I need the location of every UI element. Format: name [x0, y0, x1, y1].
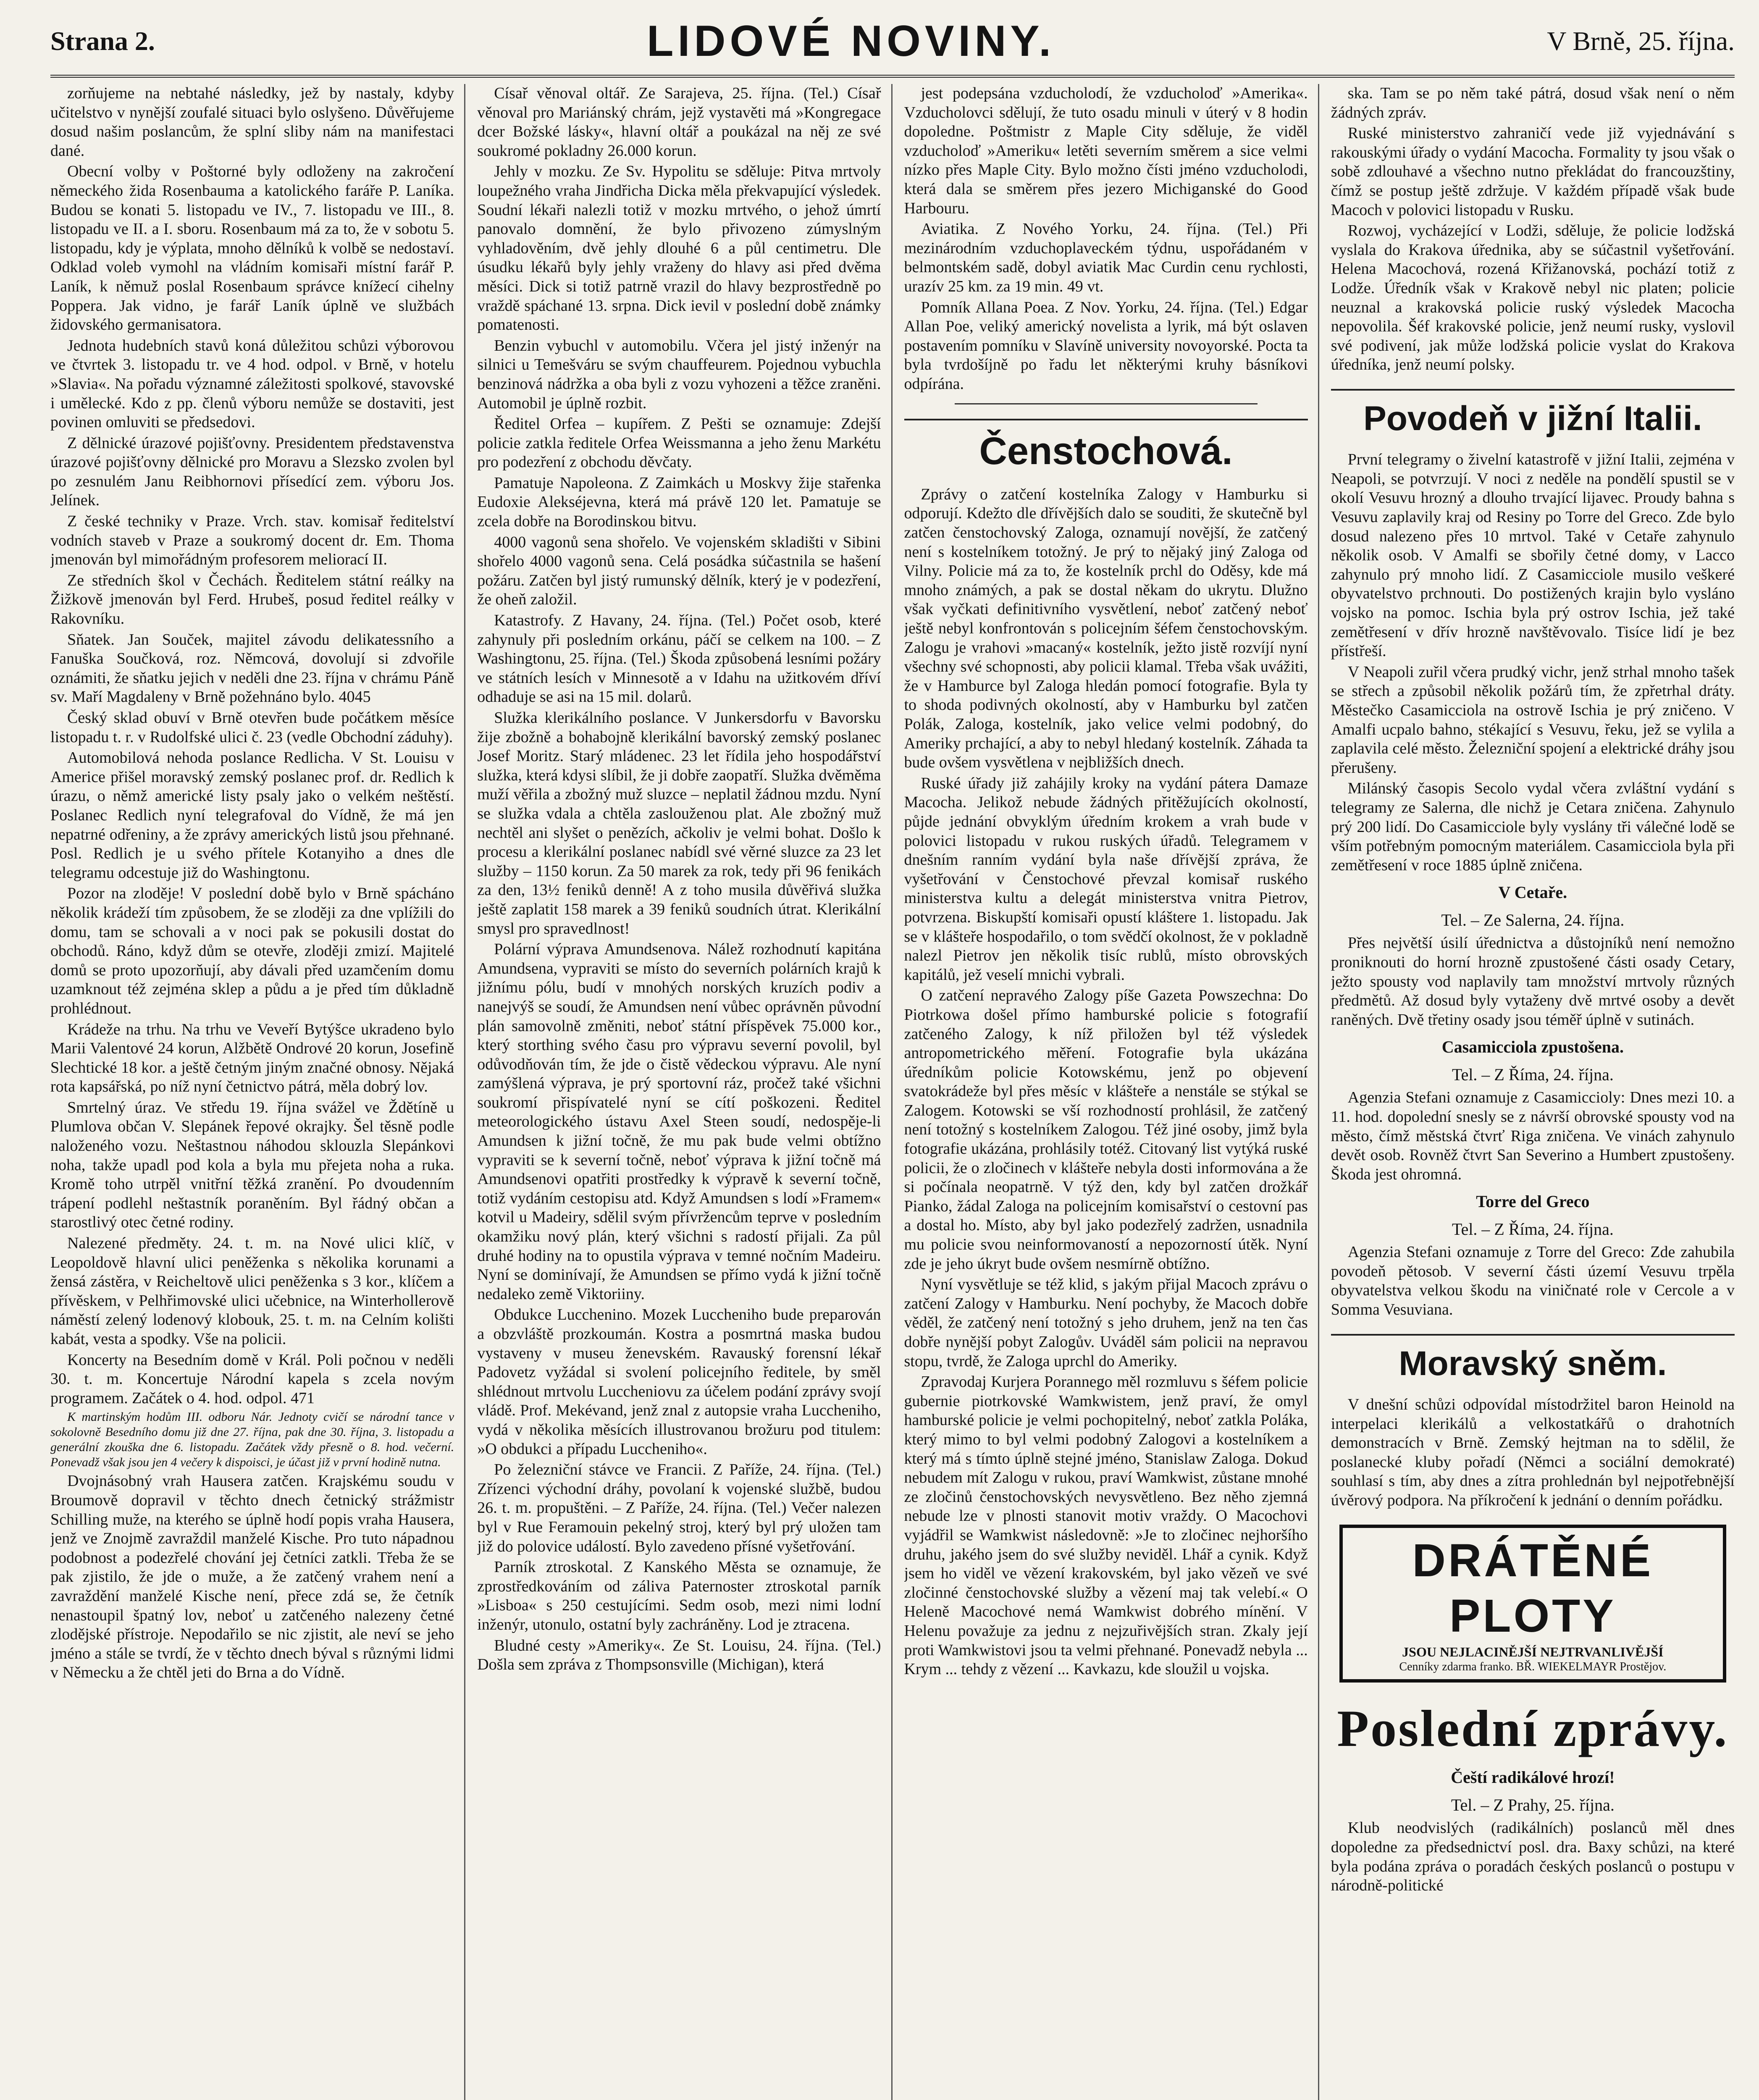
- divider: [955, 403, 1258, 404]
- article-paragraph: Dvojnásobný vrah Hausera zatčen. Krajskému soudu v Broumově dopravil v těchto dnech četnický strážmistr Schilling muže, na kterého se úplně hodí popis vraha Hausera, jenž ve Znojmě zavraždil manželé Kische. Pro tuto nápadnou podobnost a podezřelé chování jej četníci zatkli. Třeba že se pak zjistilo, že jde o muže, a že zatčený vrahem není a zavraždění manželé Kische není, přece zdá se, že četník nenastoupil špatný lov, neboť u zatčeného nalezeny četné zlodějské přístroje. Nepodařilo se nic zjistit, ale neví se jeho jméno a stále se tvrdí, že v těchto dnech býval s různými lidmi v Německu a že chtěl jeti do Brna a do Vídně.: [50, 1472, 454, 1682]
- article-paragraph: ska. Tam se po něm také pátrá, dosud však není o něm žádných zpráv.: [1331, 84, 1735, 121]
- casamicciola-heading: Casamicciola zpustošena.: [1441, 1037, 1624, 1057]
- article-paragraph: K martinským hodům III. odboru Nár. Jednoty cvičí se národní tance v sokolovně Besedního domu již dne 27. října, pak dne 30. října, 3. listopadu a generální zkouška dne 6. listopadu. Začátek vždy přesně o 8. hod. večerní. Ponevadž však jsou jen 4 večery k dispoisci, je účast již v první hodině nutna.: [50, 1410, 454, 1470]
- povoden-intro-3: Milánský časopis Secolo vydal včera zvláštní vydání s telegramy ze Salerna, dle nichž je Cetara zničena. Zahynulo prý 200 lidí. Do Casamicciole byly vyslány tři válečné lodě se vším potřebným pomocným materiálem. Casamicciola byla při zemětřesení v roce 1885 úplně zničena.: [1331, 780, 1735, 874]
- article-paragraph: Ruské úřady již zahájily kroky na vydání pátera Damaze Macocha. Jelikož nebude žádných přitěžujících okolností, půjde jednání obvyklým úředním krokem a vrah bude v polovici listopadu v rukou ruských úřadů. Telegramem v dnešním ranním vydání byla naše dřívější zpráva, že vyšetřování v Čenstochové převzal komisař ruského ministerstva kultu a delegát ministerstva vnitra Pietrov, potvrzena. Biskupští komisaři opustí kláštere 1. listopadu. Jak se v klášteře hospodařilo, o tom svědčí okolnost, že v pokladně nalezl Pietrov jen několik tisíc rublů, místo obrovských kapitálů, jež veselí mnichi vybrali.: [904, 774, 1308, 984]
- column-3: [904, 84, 1319, 2100]
- article-paragraph: Krádeže na trhu. Na trhu ve Veveří Bytýšce ukradeno bylo Marii Valentové 24 korun, Alžbětě Ondrové 20 korun, Josefině Slechtické 18 kor. a ještě četným jiným značné obnosy. Nějaká rota kapsářská, po níž nyní četnictvo pátrá, měla dobrý lov.: [50, 1020, 454, 1096]
- heading-censtochova: Čenstochová.: [904, 419, 1308, 474]
- article-paragraph: 4000 vagonů sena shořelo. Ve vojenském skladišti v Sibini shořelo 4000 vagonů sena. Celá posádka súčastnila se hašení požáru. Zatčen byl jistý rumunský dělník, který je v podezření, že oheň založil.: [477, 533, 881, 609]
- article-paragraph: Polární výprava Amundsenova. Nálež rozhodnutí kapitána Amundsena, vypraviti se místo do severních polárních krajů k jižnímu pólu, budí v mnohých norských kruzích podiv a nanejvýš se soudí, že Amundsen není vůbec oprávněn původní plán samovolně změniti, neboť státní příspěvek 75.000 kor., který storthing svého času pro výpravu severní povolil, byl odůvodňován tím, že jde o čistě vědeckou výpravu. Ale nyní zamýšlená výprava, je prý sportovní ráz, pročež také všichni soukromí přispívatelé nyní se cítí poškozeni. Ředitel meteorologického ústavu Axel Steen soudí, nedospěje-li Amundsen k jižní točně, že mu pak bude velmi obtížno vypraviti se k severní točně, neboť výprava k jižní točně má Amundsenovi opatřiti prostředky k výpravě k severní točně, totiž vydáním cestopisu atd. Když Amundsen s lodí »Framem« kotvil u Madeiry, sdělil svým přívržencům teprve v posledním okamžiku nový plán, který všichni s radostí přijali. Za půl druhé hodiny na to opustila výprava v temné nočním Madeiru. Nyní se dominívají, že Amundsen se přímo vydá k jižní točně nedaleko země Viktoriiny.: [477, 940, 881, 1303]
- heading-posledni-zpravy: Poslední zprávy.: [1337, 1699, 1729, 1757]
- casamicciola-source: Tel. – Z Říma, 24. října.: [1452, 1065, 1614, 1084]
- article-paragraph: Aviatika. Z Nového Yorku, 24. října. (Tel.) Při mezinárodním vzduchoplaveckém týdnu, uspořádaném v belmontském sadě, dobyl aviatik Mac Curdin cenu rychlosti, urazív 25 km. za 19 min. 49 vt.: [904, 220, 1308, 295]
- newspaper-title: LIDOVÉ NOVINY.: [647, 16, 1055, 66]
- heading-moravsky-snem: Moravský sněm.: [1331, 1334, 1735, 1384]
- article-paragraph: Obdukce Lucchenino. Mozek Luccheniho bude preparován a obzvláště prozkoumán. Kostra a posmrtná maska budou vystaveny v museu ženevském. Ravauský forensní lékař Padovetz vyžádal si svolení policejního ředitele, by směl shlédnout mrtvolu Luccheniovu za účelem podání zprávy svojí vládě. Prof. Mekévand, jenž znal z autopsie vraha Luccheniho, vydá v několika měsících illustrovanou brožuru pod titulem: »O obdukci a případu Luccheniho«.: [477, 1306, 881, 1458]
- article-paragraph: Bludné cesty »Ameriky«. Ze St. Louisu, 24. října. (Tel.) Došla sem zpráva z Thompsonsville (Michigan), která: [477, 1636, 881, 1674]
- article-paragraph: Jednota hudebních stavů koná důležitou schůzi výborovou ve čtvrtek 3. listopadu tr. ve 4 hod. odpol. v Brně, v hotelu »Slavia«. Na pořadu významné záležitosti spolkové, stavovské i umělecké. Kdo z pp. členů výboru nemůže se dostaviti, jest povinen omluviti se předsedovi.: [50, 336, 454, 431]
- article-paragraph: Zpravodaj Kurjera Porannego měl rozmluvu s šéfem policie gubernie piotrkovské Wamkwistem, jenž praví, že omyl hamburské policie je velmi pochopitelný, neboť zatkla Poláka, který mimo to byl velmi podobný Zalogovi a kostelníkem a který má s tímto úplně stejné jméno, Stanislaw Zaloga. Dokud nebudem mít Zalogu v rukou, praví Wamkwist, zůstane mnohé ze zločinů čenstochovských nevysvětleno. Bez něho zjemná nebude lze v plnosti stanovit motiv vraždy. O Macochovi vyjádřil se Wamkwist následovně: »Je to zločinec nejhoršího druhu, jakého jsem do své služby neviděl. Lhář a cynik. Když jsem ho viděl ve vězení krakovském, byl jako vězeň ve své zločinné čenstochovské služby a vězení maj tak velebí.« O Heleně Macochové nemá Wamkwist dobrého mínění. V Helenu považuje za jednu z nejzuřivějších stran. Zkaly její proti Wamkwistovi jsou ta velmi přehnané. Ponevadž nebyla ... Krym ... tehdy z vězení ... Kavkazu, kde sloužil u vojska.: [904, 1373, 1308, 1678]
- article-paragraph: Ruské ministerstvo zahraničí vede již vyjednávání s rakouskými úřady o vydání Macocha. Formality ty jsou však o sobě zdlouhavé a všechno nutno překládat do francouzštiny, čímž se postup ještě zdržuje. V každém případě však bude Macoch v polovici listopadu v Rusku.: [1331, 124, 1735, 219]
- casamicciola-text: Agenzia Stefani oznamuje z Casamiccioly: Dnes mezi 10. a 11. hod. dopolední snesly se z návrší obrovské spousty vod na město, čímž městská čtvrť Riga zničena. Ve vinách zahynulo devět osob. Rovněž čtvrt San Severino a Humbert zpustošeny. Škoda jest ohromná.: [1331, 1089, 1735, 1183]
- article-columns: [50, 84, 1735, 2100]
- article-paragraph: Pomník Allana Poea. Z Nov. Yorku, 24. října. (Tel.) Edgar Allan Poe, veliký americký novelista a lyrik, má být oslaven postavením pomníku v Slavíně university novoyorské. Pocta ta byla tvrdošíjně po řadu let některými kruhy básníkovi odpírána.: [904, 298, 1308, 393]
- issue-date: V Brně, 25. října.: [1547, 26, 1735, 56]
- article-paragraph: Smrtelný úraz. Ve středu 19. října svážel ve Ždětíně u Plumlova občan V. Slepánek řepové okrajky. Šel těsně podle naloženého vozu. Neštastnou náhodou sklouzla Slepánkovi noha, takže upadl pod kola a byla mu přejeta noha a ruka. Kromě toho utrpěl vnitřní těžká zranění. Po dvoudenním trápení podlehl neštastník poraněním. Byl řádný občan a starostlivý otec četné rodiny.: [50, 1098, 454, 1231]
- article-paragraph: zorňujeme na nebtahé následky, jež by nastaly, kdyby učitelstvo v nynější zoufalé situaci bylo oslyšeno. Důvěřujeme dosud našim poslancům, že splní sliby nám na manifestaci dané.: [50, 84, 454, 160]
- posledni-text: Klub neodvislých (radikálních) poslanců měl dnes dopoledne za předsednictví posl. dra. Baxy schůzi, na které byla podána zpráva o poradách českých poslanců o postupu v národně-politické: [1331, 1819, 1735, 1895]
- cetara-source: Tel. – Ze Salerna, 24. října.: [1441, 911, 1625, 930]
- posledni-subheading: Čeští radikálové hrozí!: [1451, 1768, 1615, 1787]
- torre-heading: Torre del Greco: [1476, 1192, 1590, 1211]
- article-paragraph: Ze středních škol v Čechách. Ředitelem státní reálky na Žižkově jmenován byl Ferd. Hrubeš, posud ředitel reálky v Rakovníku.: [50, 571, 454, 628]
- masthead: [50, 8, 1735, 78]
- article-paragraph: Služka klerikálního poslance. V Junkersdorfu v Bavorsku žije zbožně a bohabojně klerikální bavorský zemský poslanec Josef Moritz. Starý mládenec. 23 let řídila jeho hospodářství služka, která kdysi slíbil, že ji dobře zaopatří. Služka dvěměma muží věřila a zbožný muž sluzce – neplatil žádnou mzdu. Nyní se služka vdala a chtěla zaslouženou plat. Ale zbožný muž nechtěl ani slyšet o penězích, ačkoliv je velmi bohat. Došlo k procesu a klerikální poslanec nabídl své věrné sluzce za 23 let služby – 1150 korun. Za 50 marek za rok, tedy při 96 fenikách za den, 13½ feniků denně! A z toho musila důvěřivá služka ještě zaplatit 158 marek a 39 feniků soudních útrat. Klerikální smysl pro spravedlnost!: [477, 709, 881, 937]
- article-paragraph: Z dělnické úrazové pojišťovny. Presidentem představenstva úrazové pojišťovny dělnické pro Moravu a Slezsko zvolen byl po zesnulém Janu Reibhornovi přísedící zem. výboru Jos. Jelínek.: [50, 434, 454, 509]
- posledni-source: Tel. – Z Prahy, 25. října.: [1451, 1796, 1615, 1815]
- ad-tagline: JSOU NEJLACINĚJŠÍ NEJTRVANLIVĚJŠÍ: [1402, 1644, 1664, 1659]
- page-number: Strana 2.: [50, 26, 155, 56]
- ad-contact: Cenníky zdarma franko. BŘ. WIEKELMAYR Prostějov.: [1399, 1660, 1667, 1674]
- cetara-text: Přes největší úsilí úřednictva a důstojníků není nemožno proniknouti do horní hrozně zpustošené části osady Cetary, ježto spousty vod naplavily tam množství mrtvoly různých předmětů. Až dosud byly vytaženy dvě mrtvé osoby a devět raněných. Dvě třetiny osady jsou téměř úplně v sutinách.: [1331, 934, 1735, 1029]
- article-paragraph: Český sklad obuví v Brně otevřen bude počátkem měsíce listopadu t. r. v Rudolfské ulici č. 23 (vedle Obchodní záduhy).: [50, 709, 454, 746]
- column-2: [477, 84, 892, 2100]
- torre-text: Agenzia Stefani oznamuje z Torre del Greco: Zde zahubila povodeň pětosob. V severní části území Vesuvu trpěla obyvatelstva velkou škodu na viničnaté role v Cercole a v Somma Vesuviana.: [1331, 1243, 1735, 1319]
- article-paragraph: jest podepsána vzducholodí, že vzducholoď »Amerika«. Vzducholovci sdělují, že tuto osadu minuli v úterý v 8 hodin dopoledne. Poštmistr z Maple City sděluje, že viděl vzducholoď »Ameriku« letěti severním směrem a sice velmi nízko přes Maple City. Bylo možno čísti jméno vzducholodi, která dala se směrem přes jezero Michiganské do Good Harbouru.: [904, 84, 1308, 217]
- cetara-heading: V Cetaře.: [1498, 883, 1567, 902]
- article-paragraph: Jehly v mozku. Ze Sv. Hypolitu se sděluje: Pitva mrtvoly loupežného vraha Jindřicha Dicka měla překvapující výsledek. Soudní lékaři nalezli totiž v mozku mrtvého, o jehož úmrtí panovalo domnění, že bylo přivozeno zúmyslným vyhladověním, dvě jehly dlouhé 6 a půl centimetru. Dle úsudku lékařů byly jehly vraženy do hlavy asi před dvěma měsíci. Dick si totiž patrně vrazil do hlavy bezprostředně po vraždě spáchané 13. srpna. Dick ievil v poslední době známky pomatenosti.: [477, 163, 881, 334]
- article-paragraph: Obecní volby v Poštorné byly odloženy na zakročení německého žida Rosenbauma a katolického faráře P. Laníka. Budou se konati 5. listopadu ve IV., 7. listopadu ve III., 8. listopadu ve II. a I. sboru. Rosenbaum má za to, že v sobotu 5. listopadu, kdy je výplata, mnoho dělníků k volbě se nedostaví. Odklad voleb vymohl na vládním komisaři místní farář P. Laník, k němuž poslal Rosenbaum správce knížecí cihelny Poppera. Jak vidno, je farář Laník úplně ve službách židovského germanisatora.: [50, 163, 454, 334]
- snem-text: V dnešní schůzi odpovídal místodržitel baron Heinold na interpelaci klerikálů a velkostatkářů o drahotních demonstracích v Brně. Zemský hejtman na to sdělil, že poslanecké kluby pořadí (Němci a sociální demokraté) souhlasí s tím, aby dnes a zítra prohlednán byl nejpotřebnější úvěrový podpora. Na příkročení k jednání o denním pořádku.: [1331, 1396, 1735, 1509]
- article-paragraph: Ředitel Orfea – kupířem. Z Pešti se oznamuje: Zdejší policie zatkla ředitele Orfea Weissmanna a jeho ženu Markétu pro podezření z obchodu děvčaty.: [477, 415, 881, 471]
- article-paragraph: Sňatek. Jan Souček, majitel závodu delikatessního a Fanuška Součková, roz. Němcová, dovolují si zdvořile oznámiti, že sňatku jejich v neděli dne 23. října v chrámu Páně sv. Maří Magdaleny v Brně požehnáno bylo. 4045: [50, 630, 454, 706]
- heading-povoden: Povodeň v jižní Italii.: [1331, 389, 1735, 439]
- article-paragraph: Parník ztroskotal. Z Kanského Města se oznamuje, že zprostředkováním od záliva Paternoster ztroskotal parník »Lisboa« s 250 cestujícími. Sedm osob, mezi nimi lodní inženýr, utonulo, ostatní byly zachráněny. Lod je ztracena.: [477, 1558, 881, 1633]
- article-paragraph: Automobilová nehoda poslance Redlicha. V St. Louisu v Americe přišel moravský zemský poslanec prof. dr. Redlich k úrazu, o němž americké listy psaly jako o velkém neštěstí. Poslanec Redlich nyní telegrafoval do Vídně, že má jen nepatrné odřeniny, a že zprávy amerických listů jsou přehnané. Posl. Redlich je u svého přítele Kotanyiho a dnes dle telegramu odcestuje již do Washingtonu.: [50, 749, 454, 882]
- article-paragraph: Katastrofy. Z Havany, 24. října. (Tel.) Počet osob, které zahynuly při posledním orkánu, páčí se celkem na 100. – Z Washingtonu, 25. října. (Tel.) Škoda způsobená lesními požáry ve státních lesích v Minnesotě a v Idahu na užitkovém dříví odhaduje se asi na 15 mil. dolarů.: [477, 612, 881, 706]
- article-paragraph: Zprávy o zatčení kostelníka Zalogy v Hamburku si odporují. Kdežto dle dřívějších dalo se souditi, že skutečně byl zatčen čenstochovský Zaloga, oznamují novější, že zatčený není s kostelníkem totožný. Je prý to nějaký jiný Zaloga od Vilny. Policie má za to, že kostelník prchl do Oděsy, kde má mnoho známých, a pak se dostal někam do ukrytu. Dlužno však vyčkati definitivního vysvětlení, neboť zatčený neboť ještě nebyl konfrontován s policejním šéfem čenstochovským. Zalogu je vrahovi »macaný« kostelník, ježto jistě rozvíjí nyní všechny své schopnosti, aby policii klamal. Třeba však uvážiti, že v Hamburce byl Zaloga hledán pomocí fotografie. Byla ty to shoda podivných okolností, aby v Hamburku byl zatčen Polák, Zaloga, kostelník, jako velice velmi podobný, do Ameriky prchající, a aby to nebyl hledaný kostelník. Záhada ta bude ovšem vysvětlena v nejbližších dnech.: [904, 485, 1308, 772]
- article-paragraph: Z české techniky v Praze. Vrch. stav. komisař ředitelství vodních staveb v Praze a soukromý docent dr. Em. Thoma jmenován byl mimořádným profesorem meliorací II.: [50, 512, 454, 569]
- advertisement-box: [1339, 1525, 1726, 1683]
- povoden-intro: První telegramy o živelní katastrofě v jižní Italii, zejména v Neapoli, se potvrzují. V noci z neděle na pondělí spustil se v okolí Vesuvu hrozný a dlouho trvající lijavec. Proudy bahna s Vesuvu zaplavily kraj od Resiny po Torre del Greco. Zde bylo dosud nalezeno přes 10 mrtvol. Také v Cetaře zahynulo několik osob. V Amalfi se sbořily četné domy, v Lacco zahynulo prý mnoho lidí. Z Casamicciole musilo veškeré obyvatelstvo prchnouti. Do postižených krajin bylo vysláno vojsko na pomoc. Ischia byla prý ostrov Ischia, jež také zemětřesení v dřív hrozně navštěvovalo. Tisíce lidí je bez přístřeší.: [1331, 451, 1735, 660]
- article-paragraph: Pamatuje Napoleona. Z Zaimkách u Moskvy žije stařenka Eudoxie Alekséjevna, která má právě 120 let. Pamatuje se zcela dobře na Borodinskou bitvu.: [477, 474, 881, 530]
- article-paragraph: Rozwoj, vycházející v Lodži, sděluje, že policie lodžská vyslala do Krakova úřednika, aby se súčastnil vyšetřování. Helena Macochová, rozená Křižanovská, pochází totiž z Lodže. Úředník však v Krakově nebyl nic platen; policie neuznal a krakovská policie ruský výsledek Macocha nepovolila. Šéf krakovské policie, jenž neumí rusky, vyslovil své podivení, jak může lodžská policie vyslat do Krakova úředníka, jenž neumí polsky.: [1331, 222, 1735, 374]
- article-paragraph: Pozor na zloděje! V poslední době bylo v Brně spácháno několik krádeží tím způsobem, že se zloději za dne vplížili do domu, tam se schovali a v noci pak se pokusili dostat do obchodů. Ráno, když dům se otevře, zloději zmizí. Majitelé domů se proto upozorňují, aby dávali před uzamčením domu uzamknout též zejména sklep a půdu a je před tím důkladně prohlédnout.: [50, 885, 454, 1017]
- column-4: [1331, 84, 1735, 2100]
- ad-headline: DRÁTĚNÉ PLOTY: [1412, 1534, 1654, 1642]
- torre-source: Tel. – Z Říma, 24. října.: [1452, 1220, 1614, 1239]
- article-paragraph: Císař věnoval oltář. Ze Sarajeva, 25. října. (Tel.) Císař věnoval pro Mariánský chrám, jejž vystavěti má »Kongregace dcer Božské lásky«, hlavní oltář a poukázal na něj ze své soukromé pokladny 26.000 korun.: [477, 84, 881, 160]
- column-1: [50, 84, 465, 2100]
- povoden-intro-2: V Neapoli zuřil včera prudký vichr, jenž strhal mnoho tašek se střech a způsobil několik požárů tím, že zpřetrhal dráty. Městečko Casamicciola na ostrově Ischia je prý zničeno. V Amalfi ucpalo bahno, stékající s Vesuvu, řeku, jež se vylila a zaplavila celé město. Železniční spojení a elektrické dráhy jsou přerušeny.: [1331, 663, 1735, 777]
- article-paragraph: Nalezené předměty. 24. t. m. na Nové ulici klíč, v Leopoldově hlavní ulici peněženka s několika korunami a žensá zástěra, v Reicheltově ulici peněženka s 3 kor., klíčem a přívěskem, v Pelhřimovské ulici učebnice, na Winterhollerově náměstí zelený lodenový klobouk, 25. t. m. na Celním kolišti kabát, vesta a spodky. Vše na policii.: [50, 1234, 454, 1348]
- article-paragraph: O zatčení nepravého Zalogy píše Gazeta Powszechna: Do Piotrkowa došel přímo hamburské policie s fotografií zatčeného Zalogy, k níž přiložen byl též výsledek antropometrického měření. Fotografie byla ukázána úředníkům policie Kotowskému, jenž po objevení svatokrádeže byl přes měsíc v klášteře a nenstále se stýkal se Zalogem. Kotowski se vší rozhodností prohlásil, že zatčený není totožný s kostelníkem Zalogou. Též jiné osoby, jimž byla fotografie ukázána, prohlásily totéž. Citovaný list vytýká ruské policii, že o zločinech v klášteře nebyla dosti informována a že si počínala neopatrně. V týž den, kdy byl zatčen drožkář Pianko, žádal Zaloga na policejním komisařství o cestovní pas a dostal ho. Místo, aby byl jako podezřelý zadržen, usnadnila mu policie svou neinformovaností a nepozorností útěk. Nyní zde je jeho úkryt bude ovšem nesmírně obtížno.: [904, 987, 1308, 1273]
- article-paragraph: Nyní vysvětluje se též klid, s jakým přijal Macoch zprávu o zatčení Zalogy v Hamburku. Není pochyby, že Macoch dobře věděl, že zatčený není totožný s jeho druhem, jenž na ten čas dobře nynější pobyt Zalogův. Uváděl sám policii na nepravou stopu, tvrdě, že Zaloga uprchl do Ameriky.: [904, 1276, 1308, 1370]
- article-paragraph: Po železniční stávce ve Francii. Z Paříže, 24. října. (Tel.) Zřízenci východní dráhy, povolaní k vojenské službě, budou 26. t. m. propuštěni. – Z Paříže, 24. října. (Tel.) Večer nalezen byl v Rue Feramouin pekelný stroj, který byl prý uložen tam již do polovice událostí. Bylo zavedeno přísné vyšetřování.: [477, 1461, 881, 1555]
- article-paragraph: Koncerty na Besedním domě v Král. Poli počnou v neděli 30. t. m. Koncertuje Národní kapela s zcela novým programem. Začátek o 4. hod. odpol. 471: [50, 1351, 454, 1407]
- article-paragraph: Benzin vybuchl v automobilu. Včera jel jistý inženýr na silnici u Temešváru se svým chauffeurem. Pojednou vybuchla benzinová nádržka a oba byli z vozu vyhozeni a těžce zraněni. Automobil je úplně rozbit.: [477, 336, 881, 412]
